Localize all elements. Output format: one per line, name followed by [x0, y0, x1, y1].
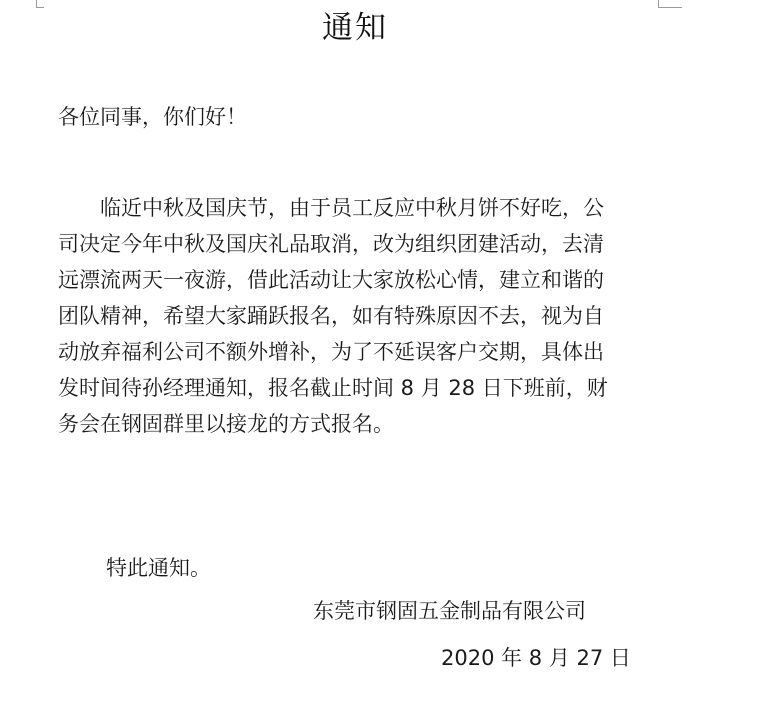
notice-date: 2020 年 8 月 27 日 [441, 646, 631, 670]
company-signature: 东莞市钢固五金制品有限公司 [313, 599, 586, 623]
notice-title: 通知 [322, 10, 388, 46]
notice-body [58, 190, 668, 442]
crop-mark-top-left [36, 0, 37, 7]
body-line: 司决定今年中秋及国庆礼品取消，改为组织团建活动，去清 [58, 232, 604, 256]
crop-mark-top-right [658, 0, 659, 7]
body-line: 动放弃福利公司不额外增补，为了不延误客户交期，具体出 [58, 340, 604, 364]
crop-mark-top-right-horizontal [658, 7, 682, 8]
body-line: 团队精神，希望大家踊跃报名，如有特殊原因不去，视为自 [58, 304, 604, 328]
closing-line: 特此通知。 [106, 556, 211, 580]
body-line: 临近中秋及国庆节，由于员工反应中秋月饼不好吃，公 [58, 196, 604, 220]
body-line: 发时间待孙经理通知，报名截止时间 8 月 28 日下班前，财 [58, 376, 608, 400]
body-line: 务会在钢固群里以接龙的方式报名。 [58, 412, 394, 436]
body-line: 远漂流两天一夜游，借此活动让大家放松心情，建立和谐的 [58, 268, 604, 292]
greeting-line: 各位同事，你们好！ [58, 105, 247, 129]
crop-mark-top-left-horizontal [36, 7, 44, 8]
